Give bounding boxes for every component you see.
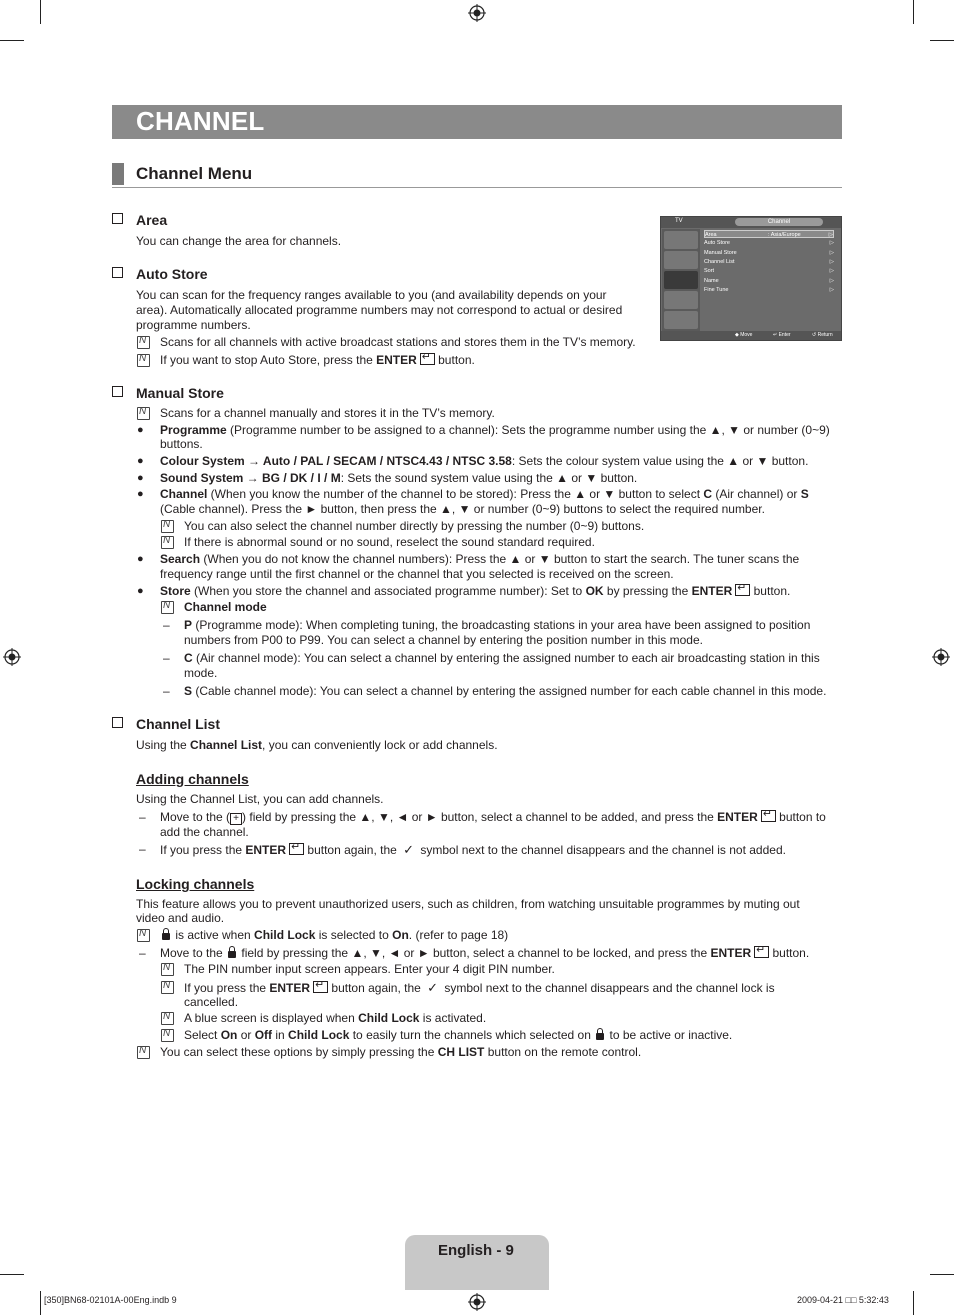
locking-step (160, 946, 809, 961)
section-heading (112, 161, 842, 188)
tv-menu-row (704, 267, 834, 275)
text: (When you do not know the channel numbers): Press the ▲ or ▼ button to start the search. The tuner scans the (200, 552, 800, 566)
text: You can select these options by simply pressing the (160, 1045, 438, 1059)
p-label: P (184, 618, 193, 632)
tv-menu-row (704, 239, 834, 247)
note-icon (137, 407, 150, 420)
channel-item-cont: (Cable channel). Press the ► button, then press the ▲, ▼ or number (0~9) buttons to select the required number. (160, 502, 765, 516)
tv-menu-row-label: Auto Store (704, 240, 730, 246)
crop-mark (40, 1291, 41, 1315)
note-icon (137, 354, 150, 367)
bullet-icon: ● (137, 424, 144, 436)
text: ) field by pressing the ▲, ▼, ◄ or ► button, select a channel to be added, and press the (242, 810, 718, 824)
sound-system-item (160, 471, 637, 486)
channel-note2: If there is abnormal sound or no sound, reselect the sound standard required. (184, 535, 595, 549)
tv-menu-sidebar (662, 229, 700, 332)
section-title: Channel Menu (136, 164, 253, 183)
c-mode-item (184, 651, 820, 666)
move-label: Move (740, 332, 753, 338)
crop-mark (913, 0, 914, 24)
text: : Sets the sound system value using the ▲ or ▼ button. (340, 471, 638, 485)
chapter-title: CHANNEL (136, 106, 265, 136)
note-icon (161, 1012, 174, 1025)
child-lock-label: Child Lock (288, 1028, 350, 1042)
heading-bar (112, 163, 124, 185)
arrow-right-icon: ▷ (829, 259, 834, 265)
enter-icon (735, 584, 750, 596)
tv-menu-row-label: Channel List (704, 259, 735, 265)
s-label: S (800, 487, 809, 501)
crop-mark (930, 1274, 954, 1275)
auto-store-line1: You can scan for the frequency ranges available to you (and availability depends on your (136, 288, 607, 302)
text: , you can conveniently lock or add channels. (262, 738, 498, 752)
plus-icon: + (230, 813, 242, 825)
adding-intro: Using the Channel List, you can add channels. (136, 792, 384, 806)
crop-mark (0, 40, 24, 41)
text: to easily turn the channels which selected on (349, 1028, 595, 1042)
search-label: Search (160, 552, 201, 566)
text: If you want to stop Auto Store, press the (160, 353, 377, 367)
channel-list-label: Channel List (190, 738, 263, 752)
auto-store-note1: Scans for all channels with active broadcast stations and stores them in the TV’s memory. (160, 335, 636, 349)
dash-icon: – (139, 842, 146, 856)
enter-hint: ↵ Enter (773, 332, 791, 338)
c-mode-label: C (184, 651, 193, 665)
tv-menu-row-label: Area (705, 232, 717, 238)
lock-icon (162, 933, 170, 940)
text: (Programme mode): When completing tuning, the broadcasting stations in your area have been assigned to position (192, 618, 811, 632)
locking-intro2: video and audio. (136, 911, 225, 925)
dash-icon: – (163, 684, 170, 698)
search-item-cont: frequency range until the first channel or the channel that you selected is received on the screen. (160, 567, 674, 581)
channel-list-heading (112, 716, 220, 732)
arrow-right-icon: ▷ (828, 232, 833, 238)
text: is selected to (315, 928, 393, 942)
text: or (237, 1028, 255, 1042)
tv-menu-screenshot (660, 216, 842, 341)
adding-step1-cont: add the channel. (160, 825, 249, 839)
locking-note1 (160, 928, 508, 943)
input-icon (664, 311, 698, 329)
text: is activated. (419, 1011, 487, 1025)
checkbox-icon (112, 267, 123, 278)
area-title: Area (136, 212, 168, 228)
checkbox-icon (112, 386, 123, 397)
text: in (272, 1028, 289, 1042)
off-label: Off (254, 1028, 273, 1042)
channel-item (160, 487, 809, 502)
text: A blue screen is displayed when (184, 1011, 359, 1025)
tv-menu-row (704, 277, 834, 285)
s-mode-item (184, 684, 826, 699)
chapter-banner (112, 105, 842, 139)
return-label: Return (817, 332, 833, 338)
note-icon (161, 536, 174, 549)
note-icon (161, 1029, 174, 1042)
note-icon (161, 963, 174, 976)
locking-n4 (184, 1028, 732, 1043)
checkmark-icon: ✓ (427, 980, 439, 995)
print-file-info: [350]BN68-02101A-00Eng.indb 9 (44, 1295, 177, 1305)
enter-hint-label: Enter (778, 332, 791, 338)
text: (Air channel) or (712, 487, 801, 501)
adding-channels-title: Adding channels (136, 771, 249, 787)
crop-mark (40, 0, 41, 24)
text: (Cable channel mode): You can select a channel by entering the assigned number for each cable channel in this mode. (192, 684, 827, 698)
tip-icon (137, 1046, 150, 1059)
tv-menu-row (704, 258, 834, 266)
locking-n1: The PIN number input screen appears. Enter your 4 digit PIN number. (184, 962, 555, 976)
programme-item-cont: buttons. (160, 437, 203, 451)
area-heading (112, 212, 167, 228)
text: button. (750, 584, 791, 598)
sound-icon (664, 251, 698, 269)
text: button to (775, 810, 826, 824)
programme-item (160, 423, 830, 438)
arrow-right-icon: ▷ (829, 278, 834, 284)
enter-label: ENTER (245, 843, 287, 857)
ok-label: OK (585, 584, 604, 598)
arrow-right-icon: ▷ (829, 250, 834, 256)
programme-label: Programme (160, 423, 227, 437)
channel-label: Channel (160, 487, 208, 501)
text: button. (769, 946, 810, 960)
text: . (refer to page 18) (408, 928, 509, 942)
text: by pressing the (603, 584, 692, 598)
move-hint: ◆ Move (735, 332, 753, 338)
checkbox-icon (112, 213, 123, 224)
manual-store-note: Scans for a channel manually and stores it in the TV’s memory. (160, 406, 495, 420)
note-icon (161, 520, 174, 533)
picture-icon (664, 231, 698, 249)
bullet-icon: ● (137, 585, 144, 597)
enter-label: ENTER (710, 946, 752, 960)
text: : Sets the colour system value using the ▲ or ▼ button. (511, 454, 809, 468)
return-hint: ↺ Return (812, 332, 833, 338)
text: Move to the (160, 946, 227, 960)
tv-menu-row-label: Name (704, 278, 719, 284)
registration-mark-icon (932, 648, 950, 666)
dash-icon: – (139, 810, 146, 824)
store-item (160, 584, 790, 599)
registration-mark-icon (468, 1293, 486, 1311)
text: If you press the (160, 843, 246, 857)
text: button on the remote control. (484, 1045, 642, 1059)
p-mode-cont: numbers from P00 to P99. You can select a channel by entering the position number in this mode. (184, 633, 703, 647)
tv-menu-row (704, 230, 834, 238)
enter-icon (754, 946, 769, 958)
colour-system-label: Colour System → Auto / PAL / SECAM / NTSC4.43 / NTSC 3.58 (160, 454, 512, 468)
auto-store-line3: programme numbers. (136, 318, 251, 332)
adding-step1 (160, 810, 826, 825)
text: is active when (172, 928, 255, 942)
dash-icon: – (163, 618, 170, 632)
child-lock-label: Child Lock (254, 928, 316, 942)
dash-icon: – (163, 651, 170, 665)
enter-icon (289, 843, 304, 855)
text: button again, the (304, 843, 401, 857)
note-icon (137, 929, 150, 942)
crop-mark (930, 40, 954, 41)
adding-step2 (160, 842, 786, 858)
child-lock-label: Child Lock (358, 1011, 420, 1025)
tv-menu-row-label: Fine Tune (704, 287, 729, 293)
note-icon (161, 601, 174, 614)
lock-icon (228, 951, 236, 958)
s-mode-label: S (184, 684, 193, 698)
text: symbol next to the channel disappears and the channel lock is (441, 981, 775, 995)
locking-intro1: This feature allows you to prevent unauthorized users, such as children, from watching unsuitable programmes by muting out (136, 897, 800, 911)
dash-icon: – (139, 946, 146, 960)
tv-menu-row-value: : Asia/Europe (768, 232, 801, 238)
arrow-right-icon: ▷ (829, 287, 834, 293)
enter-label: ENTER (717, 810, 758, 824)
colour-system-item (160, 454, 808, 469)
auto-store-heading (112, 266, 208, 282)
channel-note1: You can also select the channel number directly by pressing the number (0~9) buttons. (184, 519, 645, 533)
store-label: Store (160, 584, 191, 598)
text: to be active or inactive. (606, 1028, 733, 1042)
tv-menu-left-label: TV (675, 218, 683, 224)
enter-label: ENTER (269, 981, 311, 995)
setup-icon (664, 291, 698, 309)
checkmark-icon: ✓ (403, 842, 415, 857)
text: symbol next to the channel disappears and the channel is not added. (417, 843, 786, 857)
tv-menu-footer (661, 331, 841, 340)
locking-n2 (184, 980, 775, 996)
crop-mark (0, 1274, 24, 1275)
text: button. (434, 353, 475, 367)
tv-menu-row (704, 249, 834, 257)
lock-icon (596, 1033, 604, 1040)
sound-system-label: Sound System → BG / DK / I / M (160, 471, 341, 485)
p-mode-item (184, 618, 810, 633)
tv-menu-row-label: Manual Store (704, 250, 737, 256)
crop-mark (913, 1291, 914, 1315)
arrow-right-icon: ▷ (829, 240, 834, 246)
ch-list-label: CH LIST (437, 1045, 485, 1059)
channel-list-title: Channel List (136, 716, 221, 732)
registration-mark-icon (468, 4, 486, 22)
c-label: C (703, 487, 713, 501)
checkbox-icon (112, 717, 123, 728)
manual-store-title: Manual Store (136, 385, 224, 401)
auto-store-note2 (160, 353, 475, 368)
enter-label: ENTER (376, 353, 417, 367)
locking-tip (160, 1045, 641, 1060)
enter-icon (761, 810, 776, 822)
text: Move to the ( (160, 810, 231, 824)
text: field by pressing the ▲, ▼, ◄ or ► button, select a channel to be locked, and press the (238, 946, 711, 960)
channel-mode-title: Channel mode (184, 600, 267, 614)
area-text: You can change the area for channels. (136, 234, 342, 248)
channel-icon (664, 271, 698, 289)
tv-menu-topbar (661, 217, 841, 228)
arrow-right-icon: ▷ (829, 268, 834, 274)
text: If you press the (184, 981, 270, 995)
text: (When you know the number of the channel to be stored): Press the ▲ or ▼ button to select (207, 487, 704, 501)
text: Select (184, 1028, 221, 1042)
on-label: On (392, 928, 409, 942)
locking-channels-title: Locking channels (136, 876, 255, 892)
enter-label: ENTER (691, 584, 733, 598)
search-item (160, 552, 799, 567)
bullet-icon: ● (137, 553, 144, 565)
text: (When you store the channel and associated programme number): Set to (190, 584, 586, 598)
page-number: English - 9 (438, 1242, 514, 1259)
auto-store-title: Auto Store (136, 266, 208, 282)
locking-n3 (184, 1011, 486, 1026)
enter-icon (313, 981, 328, 993)
page-footer-tab (405, 1235, 549, 1290)
registration-mark-icon (3, 648, 21, 666)
text: (Air channel mode): You can select a channel by entering the assigned number to each air broadcasting station in this (192, 651, 820, 665)
c-mode-cont: mode. (184, 666, 218, 680)
locking-n2-cont: cancelled. (184, 995, 239, 1009)
enter-icon (420, 353, 435, 365)
tv-menu-row (704, 286, 834, 294)
note-icon (161, 981, 174, 994)
channel-list-text (136, 738, 498, 753)
tv-menu-tab: Channel (735, 218, 823, 226)
print-timestamp: 2009-04-21 □□ 5:32:43 (797, 1295, 889, 1305)
manual-store-heading (112, 385, 224, 401)
bullet-icon: ● (137, 488, 144, 500)
bullet-icon: ● (137, 455, 144, 467)
text: Using the (136, 738, 191, 752)
on-label: On (220, 1028, 238, 1042)
auto-store-line2: area). Automatically allocated programme numbers may not correspond to actual or desired (136, 303, 623, 317)
text: (Programme number to be assigned to a channel): Sets the programme number using the ▲, ▼ or number (0~9) (226, 423, 830, 437)
bullet-icon: ● (137, 472, 144, 484)
tv-menu-row-label: Sort (704, 268, 715, 274)
text: button again, the (328, 981, 425, 995)
note-icon (137, 336, 150, 349)
